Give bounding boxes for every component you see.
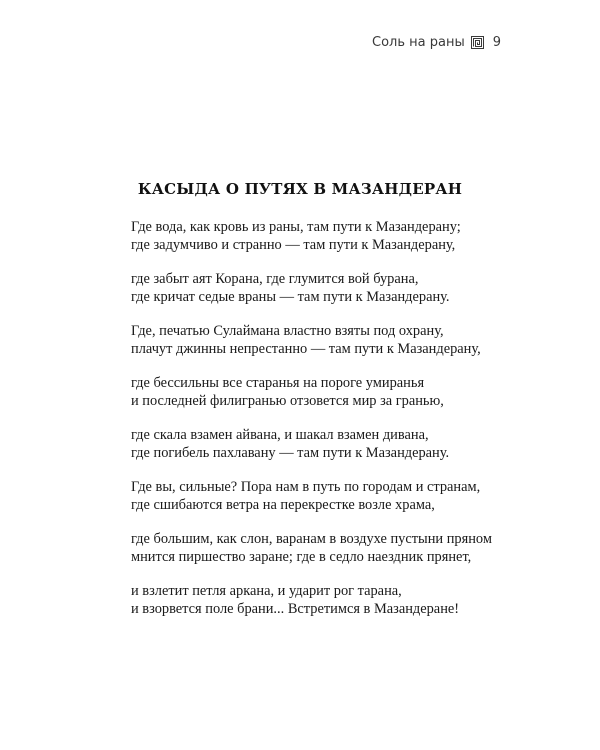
stanza [131,478,491,514]
stanza [131,322,491,358]
verse-line: Где вы, сильные? Пора нам в путь по городам и странам, [131,479,481,495]
verse-line: мнится пиршество заране; где в седло наездник прянет, [131,549,472,565]
verse-line: где погибель пахлавану — там пути к Мазандерану. [131,445,450,461]
verse-line: где сшибаются ветра на перекрестке возле храма, [131,497,435,513]
verse-line: Где, печатью Сулаймана властно взяты под охрану, [131,323,444,339]
verse-line: где бессильны все старанья на пороге умиранья [131,375,425,391]
verse-line: и взлетит петля аркана, и ударит рог тарана, [131,583,402,599]
stanza [131,582,491,618]
stanza [131,530,491,566]
poem-title: КАСЫДА О ПУТЯХ В МАЗАНДЕРАН [137,180,463,198]
stanza [131,374,491,410]
stanza [131,218,491,254]
verse-line: где скала взамен айвана, и шакал взамен дивана, [131,427,429,443]
verse-line: где кричат седые враны — там пути к Мазандерану. [131,289,450,305]
verse-line: и последней филигранью отзовется мир за гранью, [131,393,444,409]
page-number: 9 [492,35,501,50]
verse-line: Где вода, как кровь из раны, там пути к Мазандерану; [131,219,461,235]
verse-line: и взорвется поле брани... Встретимся в Мазандеране! [131,601,460,617]
stanza [131,270,491,306]
running-head [372,35,501,50]
verse-line: где большим, как слон, варанам в воздухе пустыни пряном [131,531,492,547]
stanza [131,426,491,462]
book-title: Соль на раны [372,35,465,50]
square-spiral-icon [471,36,484,49]
verse-line: где задумчиво и странно — там пути к Мазандерану, [131,237,456,253]
verse-line: где забыт аят Корана, где глумится вой бурана, [131,271,419,287]
poem-body [131,218,491,634]
verse-line: плачут джинны непрестанно — там пути к Мазандерану, [131,341,481,357]
